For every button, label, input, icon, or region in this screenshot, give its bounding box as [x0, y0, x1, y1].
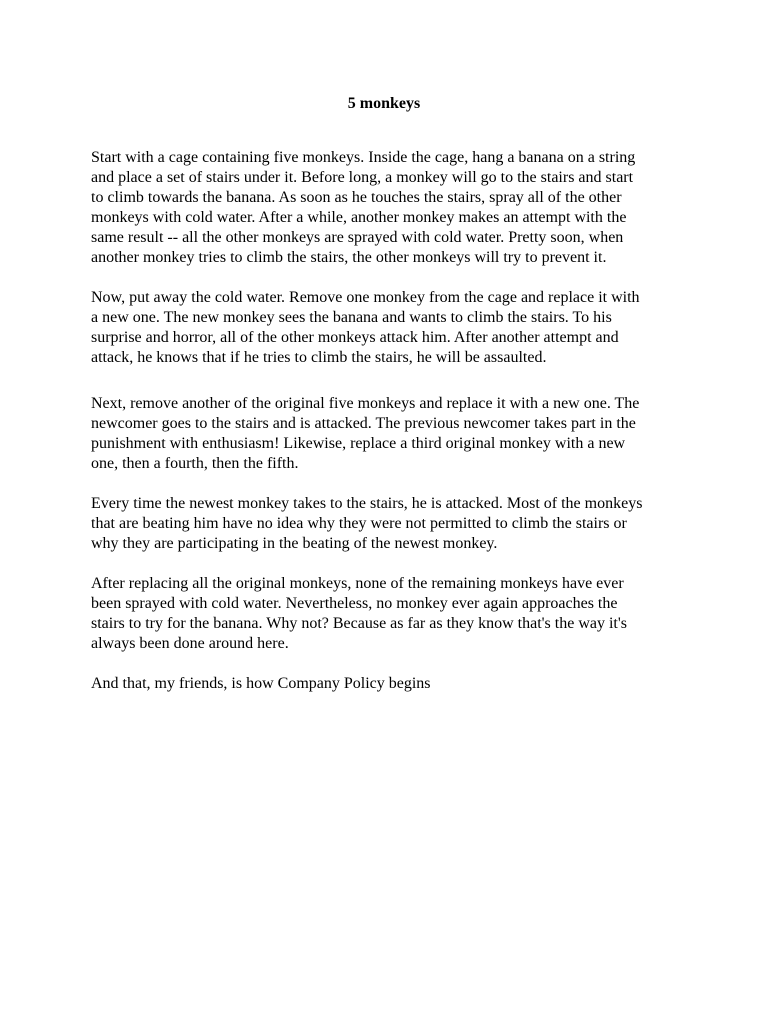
text-line: that are beating him have no idea why they were not permitted to climb the stairs or [91, 515, 627, 532]
text-line: Now, put away the cold water. Remove one monkey from the cage and replace it with [91, 289, 640, 306]
text-line: stairs to try for the banana. Why not? Because as far as they know that's the way it's [91, 615, 627, 632]
text-line: punishment with enthusiasm! Likewise, replace a third original monkey with a new [91, 435, 626, 452]
text-line: surprise and horror, all of the other monkeys attack him. After another attempt and [91, 329, 619, 346]
text-line: After replacing all the original monkeys, none of the remaining monkeys have ever [91, 575, 624, 592]
text-line: Next, remove another of the original five monkeys and replace it with a new one. The [91, 395, 640, 412]
document-title: 5 monkeys [347, 95, 421, 112]
text-line: a new one. The new monkey sees the banana and wants to climb the stairs. To his [91, 309, 612, 326]
text-line: attack, he knows that if he tries to climb the stairs, he will be assaulted. [91, 349, 547, 366]
paragraph-5 [91, 574, 691, 654]
text-line: monkeys with cold water. After a while, another monkey makes an attempt with the [91, 209, 627, 226]
paragraph-6 [91, 674, 691, 694]
text-line: been sprayed with cold water. Nevertheless, no monkey ever again approaches the [91, 595, 618, 612]
text-line: And that, my friends, is how Company Policy begins [91, 675, 431, 692]
text-line: same result -- all the other monkeys are sprayed with cold water. Pretty soon, when [91, 229, 624, 246]
text-line: one, then a fourth, then the fifth. [91, 455, 299, 472]
text-line: why they are participating in the beating of the newest monkey. [91, 535, 498, 552]
document-body [91, 148, 691, 694]
text-line: Every time the newest monkey takes to the stairs, he is attacked. Most of the monkeys [91, 495, 643, 512]
text-line: another monkey tries to climb the stairs, the other monkeys will try to prevent it. [91, 249, 607, 266]
paragraph-4 [91, 494, 691, 554]
paragraph-3 [91, 394, 691, 474]
text-line: newcomer goes to the stairs and is attacked. The previous newcomer takes part in the [91, 415, 636, 432]
paragraph-1 [91, 148, 691, 268]
text-line: always been done around here. [91, 635, 289, 652]
text-line: and place a set of stairs under it. Before long, a monkey will go to the stairs and start [91, 169, 634, 186]
paragraph-2 [91, 288, 691, 368]
text-line: Start with a cage containing five monkeys. Inside the cage, hang a banana on a string [91, 149, 636, 166]
text-line: to climb towards the banana. As soon as he touches the stairs, spray all of the other [91, 189, 622, 206]
